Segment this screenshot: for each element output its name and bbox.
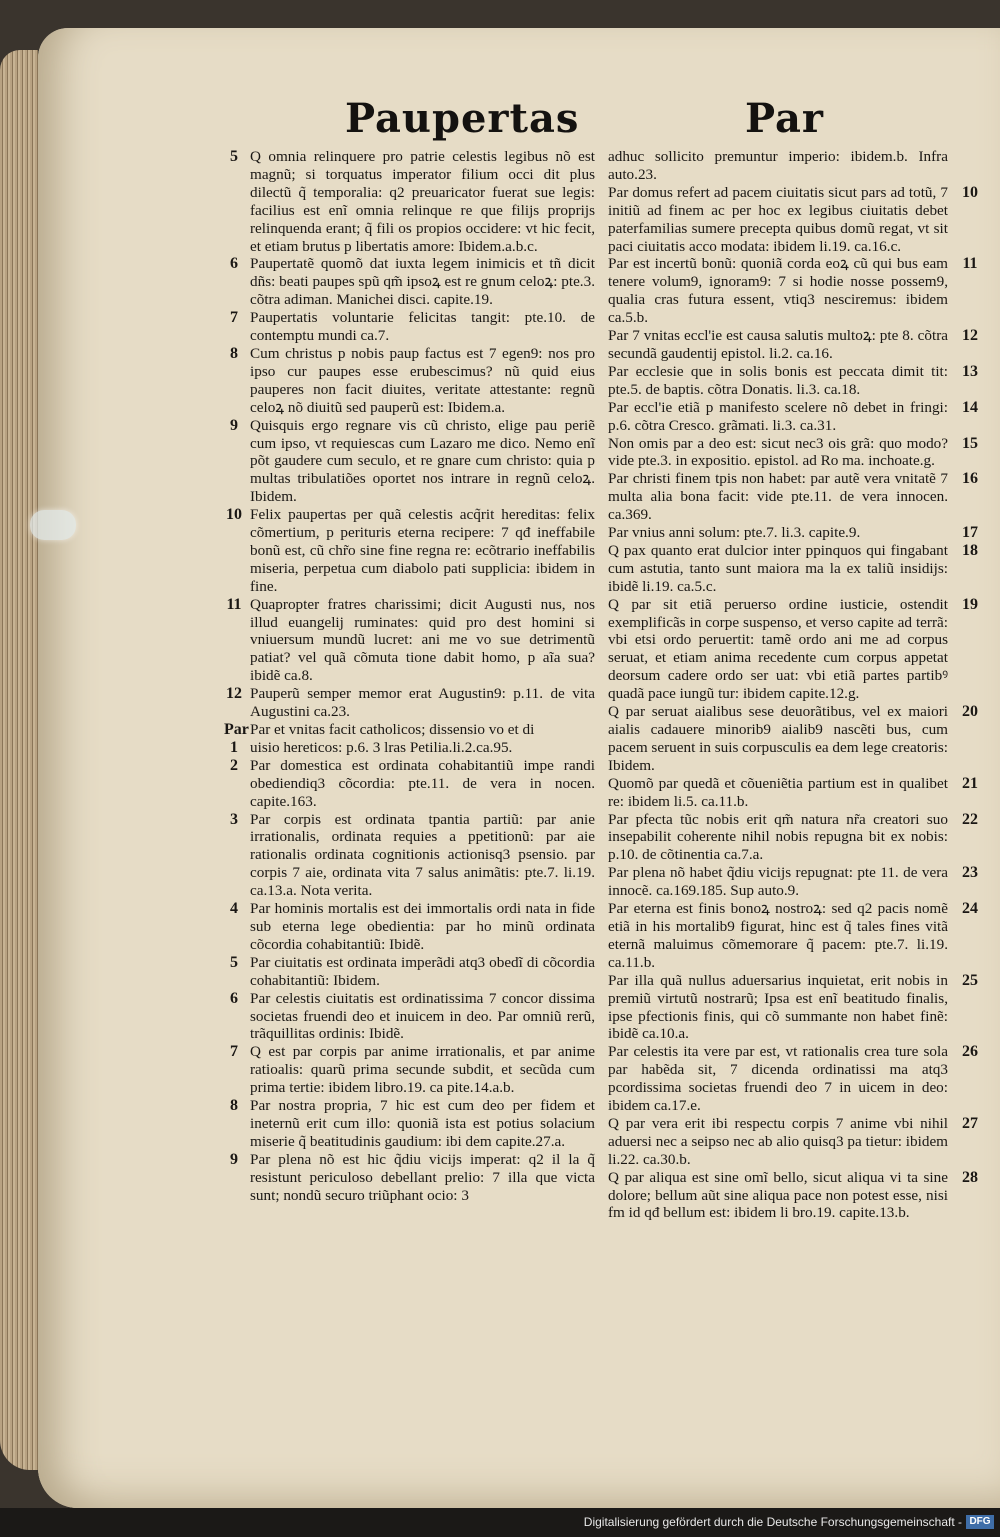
left-column (224, 148, 595, 1204)
entry (230, 989, 595, 1044)
entry (608, 1043, 978, 1115)
entry-number: 3 (230, 810, 238, 828)
entry (608, 541, 978, 596)
entry-text: Q par seruat aialibus sese deuorãtibus, vel ex maiori aialis cadauere minorib9 aialib9 nascẽti bus, cum pacem seruent in suis corpusculis ea dem lege creatoris: Ibidem. (608, 703, 948, 774)
entry-number: 28 (962, 1168, 978, 1186)
digitization-footer (0, 1508, 1000, 1537)
right-column (608, 148, 978, 1222)
entry-text: Par eterna est finis bonoꝝ nostroꝝ: sed q2 pacis nomẽ etiã in his mortalib9 figurat, hinc est q̃ tales fines vitã eternã maluimus cõmemorare q̃ pacem: pte.7. li.19. ca.11.b. (608, 900, 948, 971)
entry-text: Quapropter fratres charissimi; dicit Augusti nus, nos illud euangelij ruminates: quid pro dest homini si vniuersum mundũ lucret: ani me vo sue detrimentũ patiat? vel quã cõmuta tione dabit homo, p aĩa sua? ibidẽ ca.8. (250, 595, 595, 685)
entry-text: Par eccl'ie etiã p manifesto scelere nõ debet in fringi: p.6. cõtra Cresco. grãmati. li.3. ca.31. (608, 398, 948, 434)
entry (608, 434, 978, 471)
entry-text: Par vnius anni solum: pte.7. li.3. capite.9. (608, 524, 861, 542)
entry-number: 17 (962, 524, 978, 542)
entry-number: 25 (962, 971, 978, 989)
entry-number: 11 (962, 255, 978, 273)
entry-number: 10 (962, 183, 978, 201)
entry-number: 8 (230, 344, 238, 362)
entry-text: Par nostra propria, 7 hic est cum deo per fidem et ineternũ erit cum illo: quoniã ista est potius solacium miserie q̃ beatitudinis gaudium: ibi dem capite.27.a. (250, 1097, 595, 1150)
entry (230, 756, 595, 811)
entry-number: Par (224, 721, 249, 738)
entry-text: Par ciuitatis est ordinata imperãdi atq3 obedĩ di cõcordia cohabitantiũ: Ibidem. (250, 953, 595, 989)
entry-number: 9 (230, 416, 238, 434)
entry (608, 362, 978, 399)
entry-text: Par hominis mortalis est dei immortalis ordi nata in fide sub eterna lege obedientia: par ho minũ ordinata cõcordia cohabitantiũ: Ibidẽ. (250, 900, 595, 953)
entry (226, 685, 595, 721)
entry-number: 10 (226, 506, 242, 524)
entry-number: 12 (226, 685, 242, 703)
entry-text: Felix paupertas per quã celestis acq̃rit hereditas: felix cõmertium, p perituris eterna recipere: 7 qđ ineffabile bonũ est, cũ chr̃o sine fine regna re: ecõtrario ineffabilis miseria, perpetua cum diabolo pati supplicia: ibidem in fine. (250, 506, 595, 595)
entry-text: Par est incertũ bonũ: quoniã corda eoꝝ cũ qui bus eam tenere volum9, ignoram9: 7 si hodie nosse possem9, qualia cras futura essent, vtiq3 nesciremus: ibidem ca.5.b. (608, 255, 948, 327)
entry-text: Q est par corpis par anime irrationalis, et par anime ratioalis: quarũ prima secunde subdit, et secũda cum prima tertie: ibidem libro.19. ca pite.14.a.b. (250, 1043, 595, 1097)
entry-number: 7 (230, 1043, 238, 1061)
entry-text: Quomõ par quedã et cõueniẽtia partium est in qualibet re: ibidem li.5. ca.11.b. (608, 774, 948, 810)
entry-number: 8 (230, 1097, 238, 1115)
book-page-edges (0, 50, 38, 1470)
entry-number: 15 (962, 434, 978, 452)
entry (230, 309, 595, 345)
entry-text: Par corpis est ordinata tpantia partiũ: par anie irrationalis, ordinata requies a ppetitionũ: par aie rationalis ordinata cognitionis actionisq3 psensio. par corpis 7 aie, ordinata vita 7 salus animãtis: pte.7. li.19. ca.13.a. Nota verita. (250, 810, 595, 900)
entry-number: 4 (230, 900, 238, 918)
entry (608, 470, 978, 524)
entry (230, 148, 595, 255)
entry (226, 595, 595, 686)
entry-number: 16 (962, 470, 978, 488)
page-clip (30, 510, 76, 540)
entry-text: Quisquis ergo regnare vis cũ christo, elige pau periẽ cum ipso, vt requiescas cum Lazaro me dico. Nemo enĩ põt gaudere cum seculo, et re gnare cum christo: quia p multas tribulatiões oportet nos intrare in regnũ celoꝝ. Ibidem. (250, 416, 595, 506)
entry (608, 774, 978, 811)
entry-text: Pauperũ semper memor erat Augustin9: p.11. de vita Augustini ca.23. (250, 685, 595, 721)
entry (608, 703, 978, 775)
entry (230, 1043, 595, 1097)
running-head-right: Par (745, 95, 824, 142)
entry (608, 255, 978, 327)
entry (230, 738, 595, 757)
entry-text: Par domus refert ad pacem ciuitatis sicut pars ad totũ, 7 initiũ ad finem ac per hoc ex legibus ciuitatis debet paterfamilias sumere precepta quibus domũ regat, vt sit paci ciuitatis acco modata: ibidem li.19. ca.16.c. (608, 183, 948, 255)
entry-text: Par illa quã nullus aduersarius inquietat, erit nobis in premiũ virtutũ nostrarũ; Ipsa est enĩ beatitudo finalis, ipse pfectionis finis, qui cõ summante non habet finẽ: ibidẽ ca.10.a. (608, 971, 948, 1043)
entry-text: Q par aliqua est sine omĩ bello, sicut aliqua vi ta sine dolore; bellum aũt sine aliqua pace non potest esse, nisi fm id qđ bellum est: ibidem li bro.19. capite.13.b. (608, 1168, 948, 1222)
entry-number: 6 (230, 255, 238, 273)
entry-number: 22 (962, 810, 978, 828)
entry-number: 9 (230, 1150, 238, 1168)
entry (230, 255, 595, 309)
entry-number: 1 (230, 738, 238, 756)
entry-text: Par et vnitas facit catholicos; dissensio vo et di (250, 721, 535, 738)
entry-text: Par 7 vnitas eccl'ie est causa salutis multoꝝ: pte 8. cõtra secundã gaudentij epistol. li.2. ca.16. (608, 327, 948, 362)
entry-number: 23 (962, 864, 978, 882)
entry (608, 864, 978, 900)
entry-number: 5 (230, 148, 238, 165)
entry (230, 900, 595, 954)
entry-number: 27 (962, 1114, 978, 1132)
entry-text: uisio hereticos: p.6. 3 lras Petilia.li.2.ca.95. (250, 738, 513, 756)
entry-number: 6 (230, 989, 238, 1007)
entry (608, 148, 948, 184)
entry-text: Par celestis ita vere par est, vt rationalis crea ture sola par habẽda sit, 7 dicenda ordinatissi ma atq3 pcordissima societas fruendi deo 7 in uicem in deo: ibidem ca.17.e. (608, 1043, 948, 1115)
entry-text: Cum christus p nobis paup factus est 7 egen9: nos pro ipso cur paupes esse erubescimus? nũ quid eius pauperes non facit diuites, veritate attestante: regnũ celoꝝ nõ diuitũ sed pauperũ est: Ibidem.a. (250, 344, 595, 416)
entry-text: adhuc sollicito premuntur imperio: ibidem.b. Infra auto.23. (608, 148, 948, 183)
entry-number: 14 (962, 398, 978, 416)
entry (224, 721, 595, 739)
entry (230, 953, 595, 990)
entry-number: 24 (962, 900, 978, 918)
entry (608, 327, 978, 363)
entry (608, 900, 978, 972)
entry-number: 11 (226, 595, 242, 613)
entry (608, 971, 978, 1044)
entry-number: 12 (962, 327, 978, 345)
entry-number: 18 (962, 541, 978, 559)
entry (230, 344, 595, 417)
entry-text: Q pax quanto erat dulcior inter ppinquos qui fingabant cum astutia, tanto sunt maiora ma la ex taliũ insidijs: ibidẽ li.19. ca.5.c. (608, 541, 948, 595)
entry-number: 13 (962, 362, 978, 380)
entry-text: Par celestis ciuitatis est ordinatissima 7 concor dissima societas fruendi deo et inuicem in deo. Par omniũ rerũ, trãquillitas ordinis: Ibidẽ. (250, 989, 595, 1043)
entry (226, 506, 595, 596)
entry (608, 810, 978, 865)
entry-text: Non omis par a deo est: sicut nec3 ois grã: quo modo? vide pte.3. in expositio. epistol. ad Ro ma. inchoate.g. (608, 434, 948, 470)
entry-text: Par christi finem tpis non habet: par autẽ vera vnitatẽ 7 multa alia bona facit: vide pte.11. de vera innocen. ca.369. (608, 470, 948, 524)
entry-number: 2 (230, 756, 238, 774)
entry (230, 810, 595, 901)
entry-text: Par domestica est ordinata cohabitantiũ impe randi obediendiq3 cõcordia: pte.11. de vera in nocen. capite.163. (250, 756, 595, 810)
entry-text: Par plena nõ est hic q̃diu vicijs imperat: q2 il la q̃ resistunt periculoso debellant prelio: 7 illa que victa sunt; nondũ securo triũphant ocio: 3 (250, 1150, 595, 1204)
entry-text: Par pfecta tũc nobis erit qm̃ natura nr̃a creatori suo insepabilit coherente nihil nobis repugna bit ex nobis: p.10. de cõtinentia ca.7.a. (608, 810, 948, 864)
entry-number: 20 (962, 703, 978, 721)
entry-text: Paupertatẽ quomõ dat iuxta legem inimicis et tñ dicit dñs: beati paupes spũ qm̃ ipsoꝝ est re gnum celoꝝ: pte.3. cõtra adiman. Manichei disci. capite.19. (250, 255, 595, 309)
running-head-left: Paupertas (345, 95, 580, 142)
dfg-logo: DFG (966, 1515, 994, 1529)
entry (608, 595, 978, 703)
entry-text: Q par vera erit ibi respectu corpis 7 anime vbi nihil aduersi nec a seipso nec ab alio quisq3 pa tietur: ibidem li.22. ca.30.b. (608, 1114, 948, 1168)
entry (608, 398, 978, 435)
entry-text: Paupertatis voluntarie felicitas tangit: pte.10. de contemptu mundi ca.7. (250, 309, 595, 345)
entry-text: Q omnia relinquere pro patrie celestis legibus nõ est magnũ; si torquatus imperator filium occi dit plus dilectũ q̃ temporalia: q2 preuaricator fuerat sue legis: facilius est enĩ omnia relinque re que filijs proprijs relinquenda erant; q̃ fili os propios occidere: vt hic fecit, et etiam brutus p libertatis amore: Ibidem.a.b.c. (250, 148, 595, 255)
entry (230, 416, 595, 507)
entry-text: Q par sit etiã peruerso ordine iusticie, ostendit exemplificãs in corpe suspenso, et verso capite ad terrã: vbi etsi ordo peruertit: tamẽ ordo ani me ad corpus seruat, et etiam anima recedente cum corpus appetat deorsum cadere ordo ser uat: vbi etiã partes partibꝰ quadã pace iungũ tur: ibidem capite.12.g. (608, 595, 948, 703)
entry (230, 1150, 595, 1205)
entry (230, 1097, 595, 1151)
entry-number: 19 (962, 595, 978, 613)
entry-number: 5 (230, 953, 238, 971)
entry (608, 1114, 978, 1169)
entry (608, 1168, 978, 1223)
entry-number: 21 (962, 774, 978, 792)
entry-text: Par plena nõ habet q̃diu vicijs repugnat: pte 11. de vera innocẽ. ca.169.185. Sup auto.9. (608, 864, 948, 900)
entry (608, 183, 978, 256)
footer-credit: Digitalisierung gefördert durch die Deutsche Forschungsgemeinschaft - (583, 1515, 962, 1529)
entry-number: 7 (230, 309, 238, 327)
entry-text: Par ecclesie que in solis bonis est peccata dimit tit: pte.5. de baptis. cõtra Donatis. li.3. ca.18. (608, 362, 948, 398)
entry (608, 524, 978, 542)
entry-number: 26 (962, 1043, 978, 1061)
